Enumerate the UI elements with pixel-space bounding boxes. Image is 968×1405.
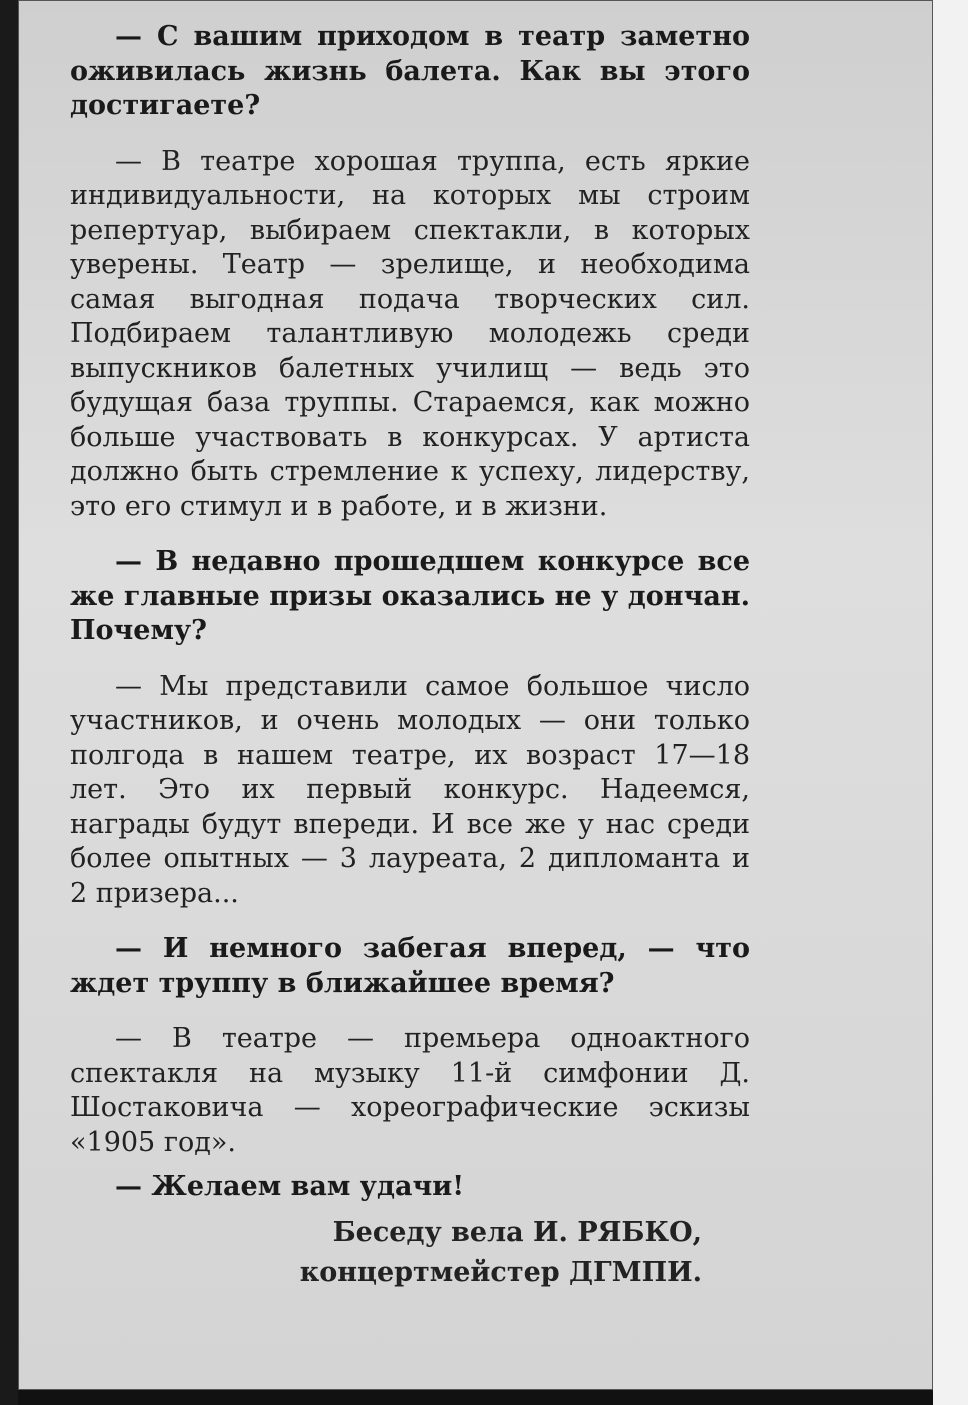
signature-block xyxy=(70,1213,750,1293)
scan-left-edge xyxy=(0,0,18,1405)
answer-1: — В театре хорошая труппа, есть яркие индивидуальности, на которых мы строим репертуар, выбираем спектакли, в которых уверены. Театр — зрелище, и необходима самая выгодная подача творческих сил. Подбираем талантливую молодежь среди выпускников балетных училищ — ведь это будущая база труппы. Стараемся, как можно больше участвовать в конкурсах. У артиста должно быть стремление к успеху, лидерству, это его стимул и в работе, и в жизни. xyxy=(70,145,750,522)
closing-wish: — Желаем вам удачи! xyxy=(115,1171,465,1202)
question-2: — В недавно прошедшем конкурсе все же главные призы оказались не у дончан. Почему? xyxy=(70,546,750,646)
scan-right-margin xyxy=(933,0,968,1405)
answer-2: — Мы представили самое большое число участников, и очень молодых — они только полгода в нашем театре, их возраст 17—18 лет. Это их первый конкурс. Надеемся, награды будут впереди. И все же у нас среди более опытных — 3 лауреата, 2 дипломанта и 2 призера... xyxy=(70,670,750,909)
question-1: — С вашим приходом в театр заметно оживилась жизнь балета. Как вы этого достигаете? xyxy=(70,21,750,121)
signature-title: концертмейстер ДГМПИ. xyxy=(299,1256,702,1288)
article-column xyxy=(70,20,750,1293)
question-3: — И немного забегая вперед, — что ждет труппу в ближайшее время? xyxy=(70,933,750,999)
answer-3: — В театре — премьера одноактного спектакля на музыку 11-й симфонии Д. Шостаковича — хореографические эскизы «1905 год». xyxy=(70,1023,750,1158)
signature-author: Беседу вела И. РЯБКО, xyxy=(332,1216,702,1248)
